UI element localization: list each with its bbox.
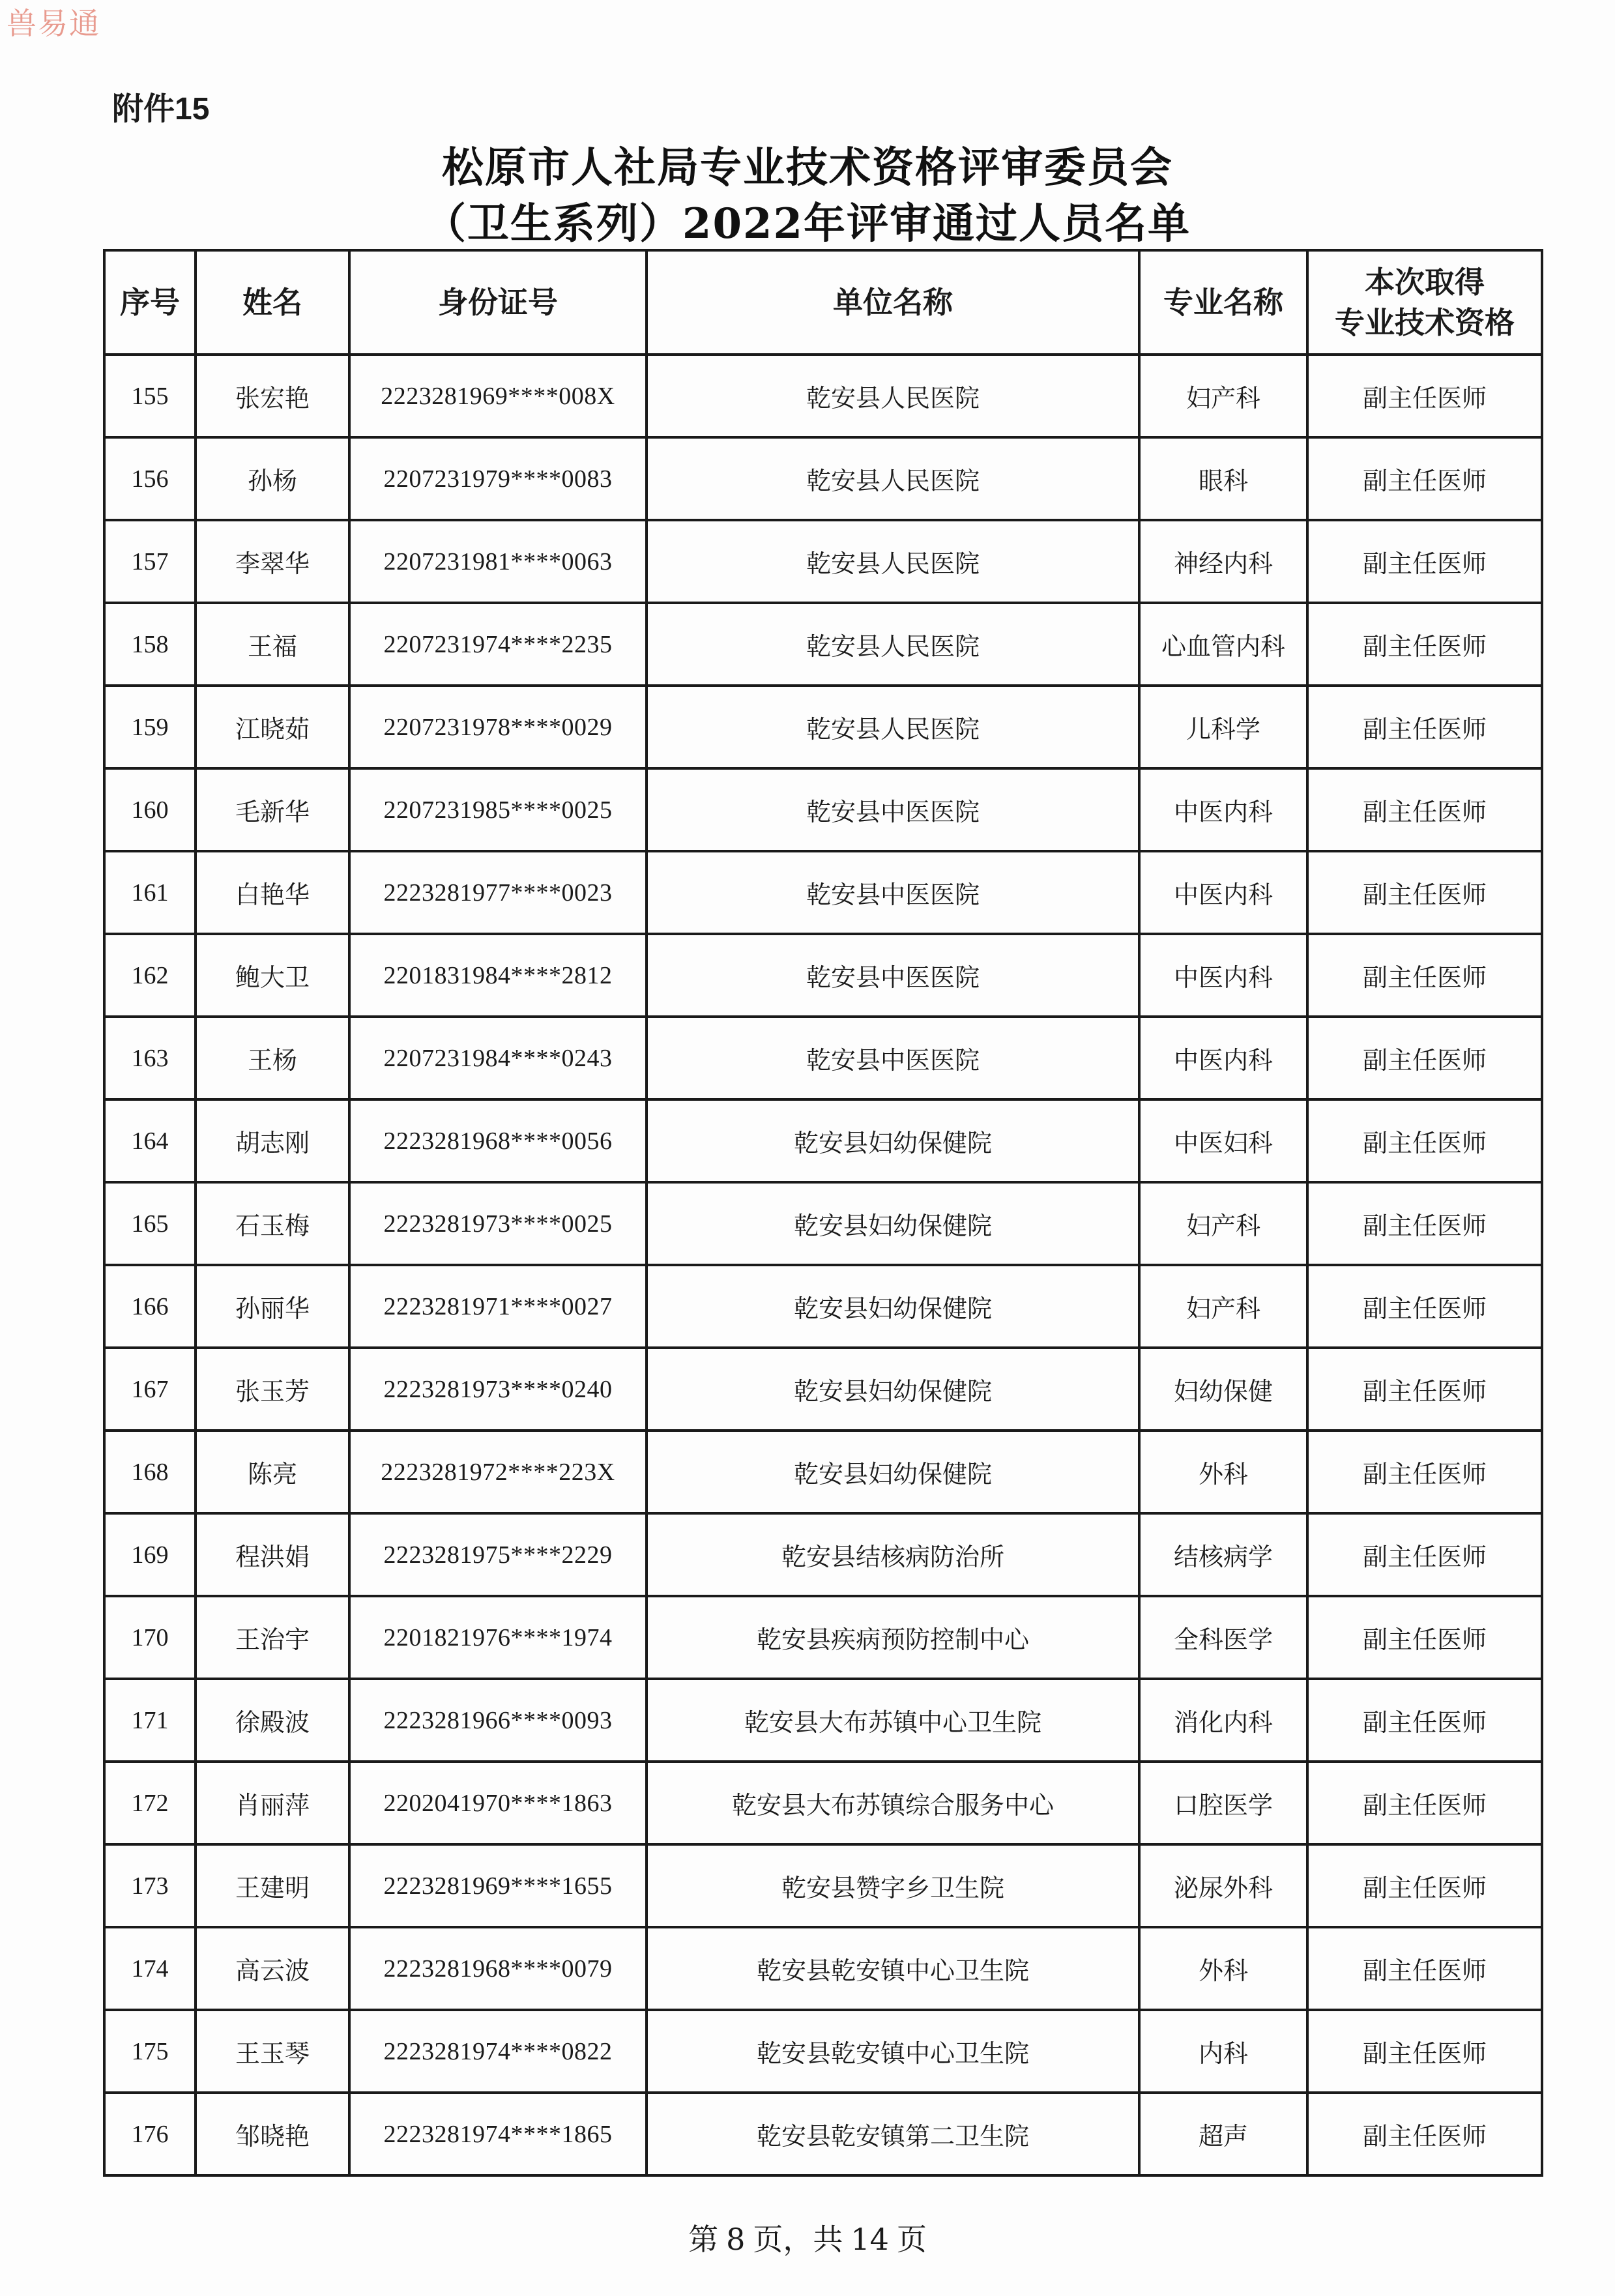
cell-major: 妇产科 <box>1139 1265 1307 1348</box>
cell-qualification: 副主任医师 <box>1307 1513 1542 1596</box>
cell-seq: 159 <box>104 686 196 768</box>
cell-qualification: 副主任医师 <box>1307 1844 1542 1927</box>
cell-major: 妇产科 <box>1139 355 1307 437</box>
cell-qualification: 副主任医师 <box>1307 934 1542 1017</box>
cell-id-number: 2223281969****008X <box>349 355 647 437</box>
cell-name: 陈亮 <box>196 1431 349 1513</box>
table-row <box>104 686 1542 768</box>
cell-major: 结核病学 <box>1139 1513 1307 1596</box>
cell-unit: 乾安县大布苏镇综合服务中心 <box>647 1762 1139 1844</box>
header-row <box>104 250 1542 355</box>
cell-qualification: 副主任医师 <box>1307 603 1542 686</box>
cell-major: 神经内科 <box>1139 520 1307 603</box>
cell-seq: 164 <box>104 1099 196 1182</box>
footer-prefix: 第 <box>688 2222 719 2257</box>
cell-seq: 175 <box>104 2010 196 2093</box>
cell-major: 全科医学 <box>1139 1596 1307 1679</box>
cell-name: 江晓茹 <box>196 686 349 768</box>
table-row <box>104 1679 1542 1762</box>
cell-major: 中医内科 <box>1139 851 1307 934</box>
cell-unit: 乾安县中医医院 <box>647 851 1139 934</box>
cell-id-number: 2207231974****2235 <box>349 603 647 686</box>
cell-qualification: 副主任医师 <box>1307 2010 1542 2093</box>
table-row <box>104 1844 1542 1927</box>
header-major: 专业名称 <box>1139 250 1307 355</box>
cell-seq: 165 <box>104 1182 196 1265</box>
cell-unit: 乾安县疾病预防控制中心 <box>647 1596 1139 1679</box>
cell-qualification: 副主任医师 <box>1307 1017 1542 1099</box>
cell-seq: 155 <box>104 355 196 437</box>
table-row <box>104 1017 1542 1099</box>
cell-qualification: 副主任医师 <box>1307 355 1542 437</box>
cell-unit: 乾安县人民医院 <box>647 603 1139 686</box>
cell-name: 王玉琴 <box>196 2010 349 2093</box>
cell-unit: 乾安县妇幼保健院 <box>647 1099 1139 1182</box>
cell-seq: 160 <box>104 768 196 851</box>
cell-id-number: 2223281971****0027 <box>349 1265 647 1348</box>
cell-id-number: 2207231979****0083 <box>349 437 647 520</box>
cell-unit: 乾安县结核病防治所 <box>647 1513 1139 1596</box>
cell-qualification: 副主任医师 <box>1307 520 1542 603</box>
cell-major: 外科 <box>1139 1431 1307 1513</box>
cell-seq: 162 <box>104 934 196 1017</box>
footer-total-pages: 14 <box>851 2222 889 2257</box>
cell-id-number: 2223281974****0822 <box>349 2010 647 2093</box>
table-row <box>104 934 1542 1017</box>
cell-id-number: 2201821976****1974 <box>349 1596 647 1679</box>
cell-seq: 170 <box>104 1596 196 1679</box>
cell-id-number: 2223281973****0240 <box>349 1348 647 1431</box>
cell-seq: 171 <box>104 1679 196 1762</box>
cell-qualification: 副主任医师 <box>1307 437 1542 520</box>
cell-id-number: 2201831984****2812 <box>349 934 647 1017</box>
header-qualification <box>1307 250 1542 355</box>
cell-id-number: 2223281969****1655 <box>349 1844 647 1927</box>
cell-major: 中医内科 <box>1139 934 1307 1017</box>
cell-qualification: 副主任医师 <box>1307 1762 1542 1844</box>
cell-qualification: 副主任医师 <box>1307 1182 1542 1265</box>
header-seq: 序号 <box>104 250 196 355</box>
cell-seq: 168 <box>104 1431 196 1513</box>
cell-unit: 乾安县乾安镇中心卫生院 <box>647 1927 1139 2010</box>
table-row <box>104 2093 1542 2175</box>
header-qualification-line2: 专业技术资格 <box>1335 305 1515 340</box>
cell-unit: 乾安县赞字乡卫生院 <box>647 1844 1139 1927</box>
header-unit: 单位名称 <box>647 250 1139 355</box>
cell-unit: 乾安县人民医院 <box>647 520 1139 603</box>
cell-qualification: 副主任医师 <box>1307 2093 1542 2175</box>
table-row <box>104 1182 1542 1265</box>
table-row <box>104 1513 1542 1596</box>
cell-unit: 乾安县乾安镇第二卫生院 <box>647 2093 1139 2175</box>
cell-major: 超声 <box>1139 2093 1307 2175</box>
table-row <box>104 520 1542 603</box>
cell-name: 王杨 <box>196 1017 349 1099</box>
cell-name: 程洪娟 <box>196 1513 349 1596</box>
cell-seq: 166 <box>104 1265 196 1348</box>
cell-unit: 乾安县大布苏镇中心卫生院 <box>647 1679 1139 1762</box>
table-row <box>104 2010 1542 2093</box>
cell-id-number: 2207231984****0243 <box>349 1017 647 1099</box>
cell-major: 消化内科 <box>1139 1679 1307 1762</box>
table-row <box>104 1431 1542 1513</box>
cell-name: 王建明 <box>196 1844 349 1927</box>
table-row <box>104 768 1542 851</box>
cell-qualification: 副主任医师 <box>1307 1348 1542 1431</box>
cell-seq: 169 <box>104 1513 196 1596</box>
cell-major: 内科 <box>1139 2010 1307 2093</box>
cell-name: 王福 <box>196 603 349 686</box>
cell-qualification: 副主任医师 <box>1307 1265 1542 1348</box>
cell-major: 中医内科 <box>1139 1017 1307 1099</box>
cell-name: 毛新华 <box>196 768 349 851</box>
footer-current-page: 8 <box>726 2222 746 2257</box>
cell-qualification: 副主任医师 <box>1307 1927 1542 2010</box>
roster-table-header <box>104 250 1542 355</box>
cell-name: 石玉梅 <box>196 1182 349 1265</box>
cell-major: 中医内科 <box>1139 768 1307 851</box>
roster-table <box>103 249 1543 2177</box>
cell-unit: 乾安县妇幼保健院 <box>647 1431 1139 1513</box>
cell-seq: 156 <box>104 437 196 520</box>
footer-suffix: 页 <box>896 2222 927 2257</box>
table-row <box>104 1099 1542 1182</box>
table-row <box>104 355 1542 437</box>
cell-name: 王治宇 <box>196 1596 349 1679</box>
cell-seq: 172 <box>104 1762 196 1844</box>
cell-id-number: 2223281972****223X <box>349 1431 647 1513</box>
header-qualification-line1: 本次取得 <box>1365 265 1485 300</box>
cell-major: 中医妇科 <box>1139 1099 1307 1182</box>
table-row <box>104 603 1542 686</box>
cell-seq: 161 <box>104 851 196 934</box>
header-name: 姓名 <box>196 250 349 355</box>
page-footer <box>0 2216 1615 2259</box>
cell-seq: 158 <box>104 603 196 686</box>
cell-unit: 乾安县中医医院 <box>647 934 1139 1017</box>
cell-seq: 176 <box>104 2093 196 2175</box>
table-row <box>104 1265 1542 1348</box>
cell-major: 外科 <box>1139 1927 1307 2010</box>
cell-unit: 乾安县妇幼保健院 <box>647 1265 1139 1348</box>
cell-name: 肖丽萍 <box>196 1762 349 1844</box>
cell-major: 眼科 <box>1139 437 1307 520</box>
cell-name: 孙丽华 <box>196 1265 349 1348</box>
cell-unit: 乾安县中医医院 <box>647 768 1139 851</box>
cell-qualification: 副主任医师 <box>1307 1099 1542 1182</box>
table-row <box>104 1927 1542 2010</box>
cell-id-number: 2223281977****0023 <box>349 851 647 934</box>
cell-seq: 174 <box>104 1927 196 2010</box>
cell-id-number: 2207231978****0029 <box>349 686 647 768</box>
cell-name: 张宏艳 <box>196 355 349 437</box>
cell-major: 泌尿外科 <box>1139 1844 1307 1927</box>
cell-qualification: 副主任医师 <box>1307 1679 1542 1762</box>
cell-unit: 乾安县乾安镇中心卫生院 <box>647 2010 1139 2093</box>
table-row <box>104 1348 1542 1431</box>
cell-id-number: 2223281968****0079 <box>349 1927 647 2010</box>
cell-name: 邹晓艳 <box>196 2093 349 2175</box>
table-row <box>104 437 1542 520</box>
cell-unit: 乾安县妇幼保健院 <box>647 1182 1139 1265</box>
header-id-number: 身份证号 <box>349 250 647 355</box>
cell-unit: 乾安县妇幼保健院 <box>647 1348 1139 1431</box>
cell-unit: 乾安县人民医院 <box>647 686 1139 768</box>
cell-id-number: 2207231981****0063 <box>349 520 647 603</box>
cell-major: 儿科学 <box>1139 686 1307 768</box>
roster-table-body <box>104 355 1542 2175</box>
table-row <box>104 1596 1542 1679</box>
watermark-logo: 兽易通 <box>7 6 100 41</box>
cell-name: 胡志刚 <box>196 1099 349 1182</box>
cell-name: 白艳华 <box>196 851 349 934</box>
attachment-label: 附件15 <box>112 92 210 126</box>
cell-unit: 乾安县人民医院 <box>647 355 1139 437</box>
cell-id-number: 2223281974****1865 <box>349 2093 647 2175</box>
cell-seq: 163 <box>104 1017 196 1099</box>
cell-id-number: 2207231985****0025 <box>349 768 647 851</box>
cell-id-number: 2202041970****1863 <box>349 1762 647 1844</box>
cell-unit: 乾安县中医医院 <box>647 1017 1139 1099</box>
cell-qualification: 副主任医师 <box>1307 851 1542 934</box>
cell-qualification: 副主任医师 <box>1307 686 1542 768</box>
cell-name: 徐殿波 <box>196 1679 349 1762</box>
cell-id-number: 2223281973****0025 <box>349 1182 647 1265</box>
cell-name: 高云波 <box>196 1927 349 2010</box>
cell-seq: 157 <box>104 520 196 603</box>
cell-major: 口腔医学 <box>1139 1762 1307 1844</box>
cell-id-number: 2223281975****2229 <box>349 1513 647 1596</box>
cell-major: 妇产科 <box>1139 1182 1307 1265</box>
cell-qualification: 副主任医师 <box>1307 768 1542 851</box>
table-row <box>104 1762 1542 1844</box>
cell-seq: 173 <box>104 1844 196 1927</box>
cell-id-number: 2223281968****0056 <box>349 1099 647 1182</box>
cell-qualification: 副主任医师 <box>1307 1431 1542 1513</box>
cell-name: 李翠华 <box>196 520 349 603</box>
footer-page-word: 页，共 <box>753 2222 843 2257</box>
cell-qualification: 副主任医师 <box>1307 1596 1542 1679</box>
cell-name: 孙杨 <box>196 437 349 520</box>
cell-major: 妇幼保健 <box>1139 1348 1307 1431</box>
cell-id-number: 2223281966****0093 <box>349 1679 647 1762</box>
cell-seq: 167 <box>104 1348 196 1431</box>
document-title-line1: 松原市人社局专业技术资格评审委员会 <box>442 143 1173 192</box>
cell-major: 心血管内科 <box>1139 603 1307 686</box>
table-row <box>104 851 1542 934</box>
cell-name: 鲍大卫 <box>196 934 349 1017</box>
cell-unit: 乾安县人民医院 <box>647 437 1139 520</box>
document-title-line2: （卫生系列）2022年评审通过人员名单 <box>424 199 1191 248</box>
cell-name: 张玉芳 <box>196 1348 349 1431</box>
